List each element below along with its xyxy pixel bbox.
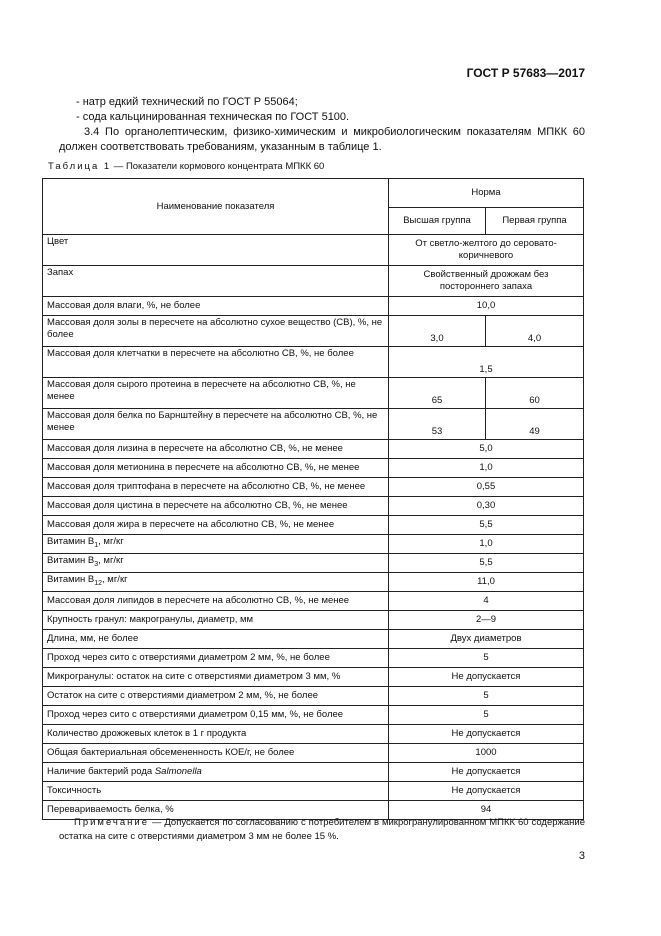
table-row [43, 459, 584, 478]
table-row [43, 378, 584, 409]
indicator-name-text: Витамин В [47, 536, 95, 548]
indicator-name-italic: Salmonella [154, 766, 202, 777]
intro-text [59, 95, 585, 155]
norm-value-high-group: 53 [389, 409, 486, 440]
norm-value: 94 [389, 801, 584, 820]
indicator-name: Токсичность [43, 782, 389, 801]
indicator-name: Массовая доля жира в пересчете на абсолютно СВ, %, не менее [43, 516, 389, 535]
norm-value: 5 [389, 687, 584, 706]
indicator-name-unit: , мг/кг [98, 555, 124, 567]
indicator-name: Массовая доля лизина в пересчете на абсолютно СВ, %, не менее [43, 440, 389, 459]
norm-value: 1,0 [389, 535, 584, 554]
indicator-name: Массовая доля белка по Барнштейну в пересчете на абсолютно СВ, %, не менее [43, 409, 389, 440]
table-row [43, 630, 584, 649]
indicator-name: Массовая доля влаги, %, не более [43, 297, 389, 316]
header-first-group: Первая группа [486, 208, 584, 235]
table-row [43, 725, 584, 744]
table-row [43, 235, 584, 266]
table-row [43, 516, 584, 535]
table-row [43, 592, 584, 611]
table-row [43, 497, 584, 516]
table-row [43, 478, 584, 497]
norm-value: 5 [389, 706, 584, 725]
indicator-name-unit: , мг/кг [98, 536, 124, 548]
indicator-name [43, 535, 389, 554]
table-caption-label: Таблица 1 [48, 161, 112, 172]
norm-value: 1000 [389, 744, 584, 763]
indicator-name-text: Витамин В [47, 574, 95, 586]
norm-value: 10,0 [389, 297, 584, 316]
norm-value-high-group: 65 [389, 378, 486, 409]
indicator-name: Запах [43, 266, 389, 297]
indicator-name: Массовая доля золы в пересчете на абсолютно сухое вещество (СВ), %, не более [43, 316, 389, 347]
note-text: — Допускается по согласованию с потребителем в микрогранулированном МПКК 60 содержание остатка на сите с отверстиями диаметром 3 мм не более 15 %. [59, 817, 585, 842]
norm-value: 11,0 [389, 573, 584, 592]
table-row [43, 297, 584, 316]
table-row [43, 687, 584, 706]
norm-value: 5,5 [389, 516, 584, 535]
table-row [43, 266, 584, 297]
indicator-name: Проход через сито с отверстиями диаметром 2 мм, %, не более [43, 649, 389, 668]
indicator-name: Крупность гранул: макрогранулы, диаметр, мм [43, 611, 389, 630]
table-row [43, 649, 584, 668]
table-row [43, 668, 584, 687]
indicator-name-subscript: 1 [94, 541, 99, 549]
table-row [43, 706, 584, 725]
norm-value: Двух диаметров [389, 630, 584, 649]
indicator-name-text: Витамин В [47, 555, 95, 567]
indicator-name: Массовая доля липидов в пересчете на абсолютно СВ, %, не менее [43, 592, 389, 611]
norm-value: Свойственный дрожжам без постороннего запаха [389, 266, 584, 297]
table-row [43, 316, 584, 347]
indicator-name-text: Наличие бактерий рода [47, 766, 155, 777]
norm-value: 0,55 [389, 478, 584, 497]
page-number: 3 [578, 850, 585, 862]
header-indicator-name: Наименование показателя [43, 179, 389, 235]
paragraph-3-4: 3.4 По органолептическим, физико-химическим и микробиологическим показателям МПКК 60 должен соответствовать требованиям, указанным в таблице 1. [59, 126, 585, 153]
norm-value: Не допускается [389, 763, 584, 782]
note-label: Примечание [74, 817, 149, 828]
norm-value: 4 [389, 592, 584, 611]
indicator-name: Массовая доля клетчатки в пересчете на абсолютно СВ, %, не более [43, 347, 389, 378]
norm-value: От светло-желтого до серовато-коричневого [389, 235, 584, 266]
table-note [59, 816, 585, 844]
indicator-name-unit: , мг/кг [102, 574, 128, 586]
table-row [43, 611, 584, 630]
indicator-name: Массовая доля метионина в пересчете на абсолютно СВ, %, не менее [43, 459, 389, 478]
norm-value: 1,5 [389, 347, 584, 378]
indicator-name: Массовая доля цистина в пересчете на абсолютно СВ, %, не менее [43, 497, 389, 516]
indicator-name: Массовая доля триптофана в пересчете на абсолютно СВ, %, не менее [43, 478, 389, 497]
table-row [43, 535, 584, 554]
header-high-group: Высшая группа [389, 208, 486, 235]
bullet-soda: - сода кальцинированная техническая по ГОСТ 5100. [76, 111, 350, 123]
norm-value: Не допускается [389, 782, 584, 801]
indicators-table [42, 178, 584, 820]
table-row [43, 440, 584, 459]
indicator-name [43, 573, 389, 592]
norm-value: Не допускается [389, 668, 584, 687]
indicator-name [43, 763, 389, 782]
norm-value: 0,30 [389, 497, 584, 516]
table-row [43, 554, 584, 573]
indicator-name [43, 554, 389, 573]
table-row [43, 744, 584, 763]
norm-value-first-group: 60 [486, 378, 584, 409]
indicator-name: Количество дрожжевых клеток в 1 г продукта [43, 725, 389, 744]
indicator-name: Общая бактериальная обсемененность КОЕ/г, не более [43, 744, 389, 763]
table-row [43, 347, 584, 378]
norm-value-high-group: 3,0 [389, 316, 486, 347]
table-row [43, 782, 584, 801]
header-norm: Норма [389, 179, 584, 208]
norm-value: 5,5 [389, 554, 584, 573]
table-caption [48, 161, 324, 172]
indicator-name: Перевариваемость белка, % [43, 801, 389, 820]
document-id: ГОСТ Р 57683—2017 [466, 66, 585, 80]
table-row [43, 573, 584, 592]
norm-value: 2—9 [389, 611, 584, 630]
norm-value: 1,0 [389, 459, 584, 478]
norm-value: Не допускается [389, 725, 584, 744]
table-row [43, 409, 584, 440]
indicator-name: Цвет [43, 235, 389, 266]
indicator-name: Массовая доля сырого протеина в пересчете на абсолютно СВ, %, не менее [43, 378, 389, 409]
table-caption-text: — Показатели кормового концентрата МПКК 60 [111, 161, 325, 172]
indicator-name-subscript: 3 [94, 560, 99, 568]
norm-value: 5 [389, 649, 584, 668]
norm-value: 5,0 [389, 440, 584, 459]
indicator-name: Остаток на сите с отверстиями диаметром 2 мм, %, не более [43, 687, 389, 706]
indicator-name: Длина, мм, не более [43, 630, 389, 649]
bullet-naoh: - натр едкий технический по ГОСТ Р 55064; [76, 96, 298, 108]
indicator-name: Микрогранулы: остаток на сите с отверстиями диаметром 3 мм, % [43, 668, 389, 687]
indicator-name: Проход через сито с отверстиями диаметром 0,15 мм, %, не более [43, 706, 389, 725]
norm-value-first-group: 4,0 [486, 316, 584, 347]
table-row [43, 763, 584, 782]
indicator-name-subscript: 12 [94, 579, 103, 587]
norm-value-first-group: 49 [486, 409, 584, 440]
